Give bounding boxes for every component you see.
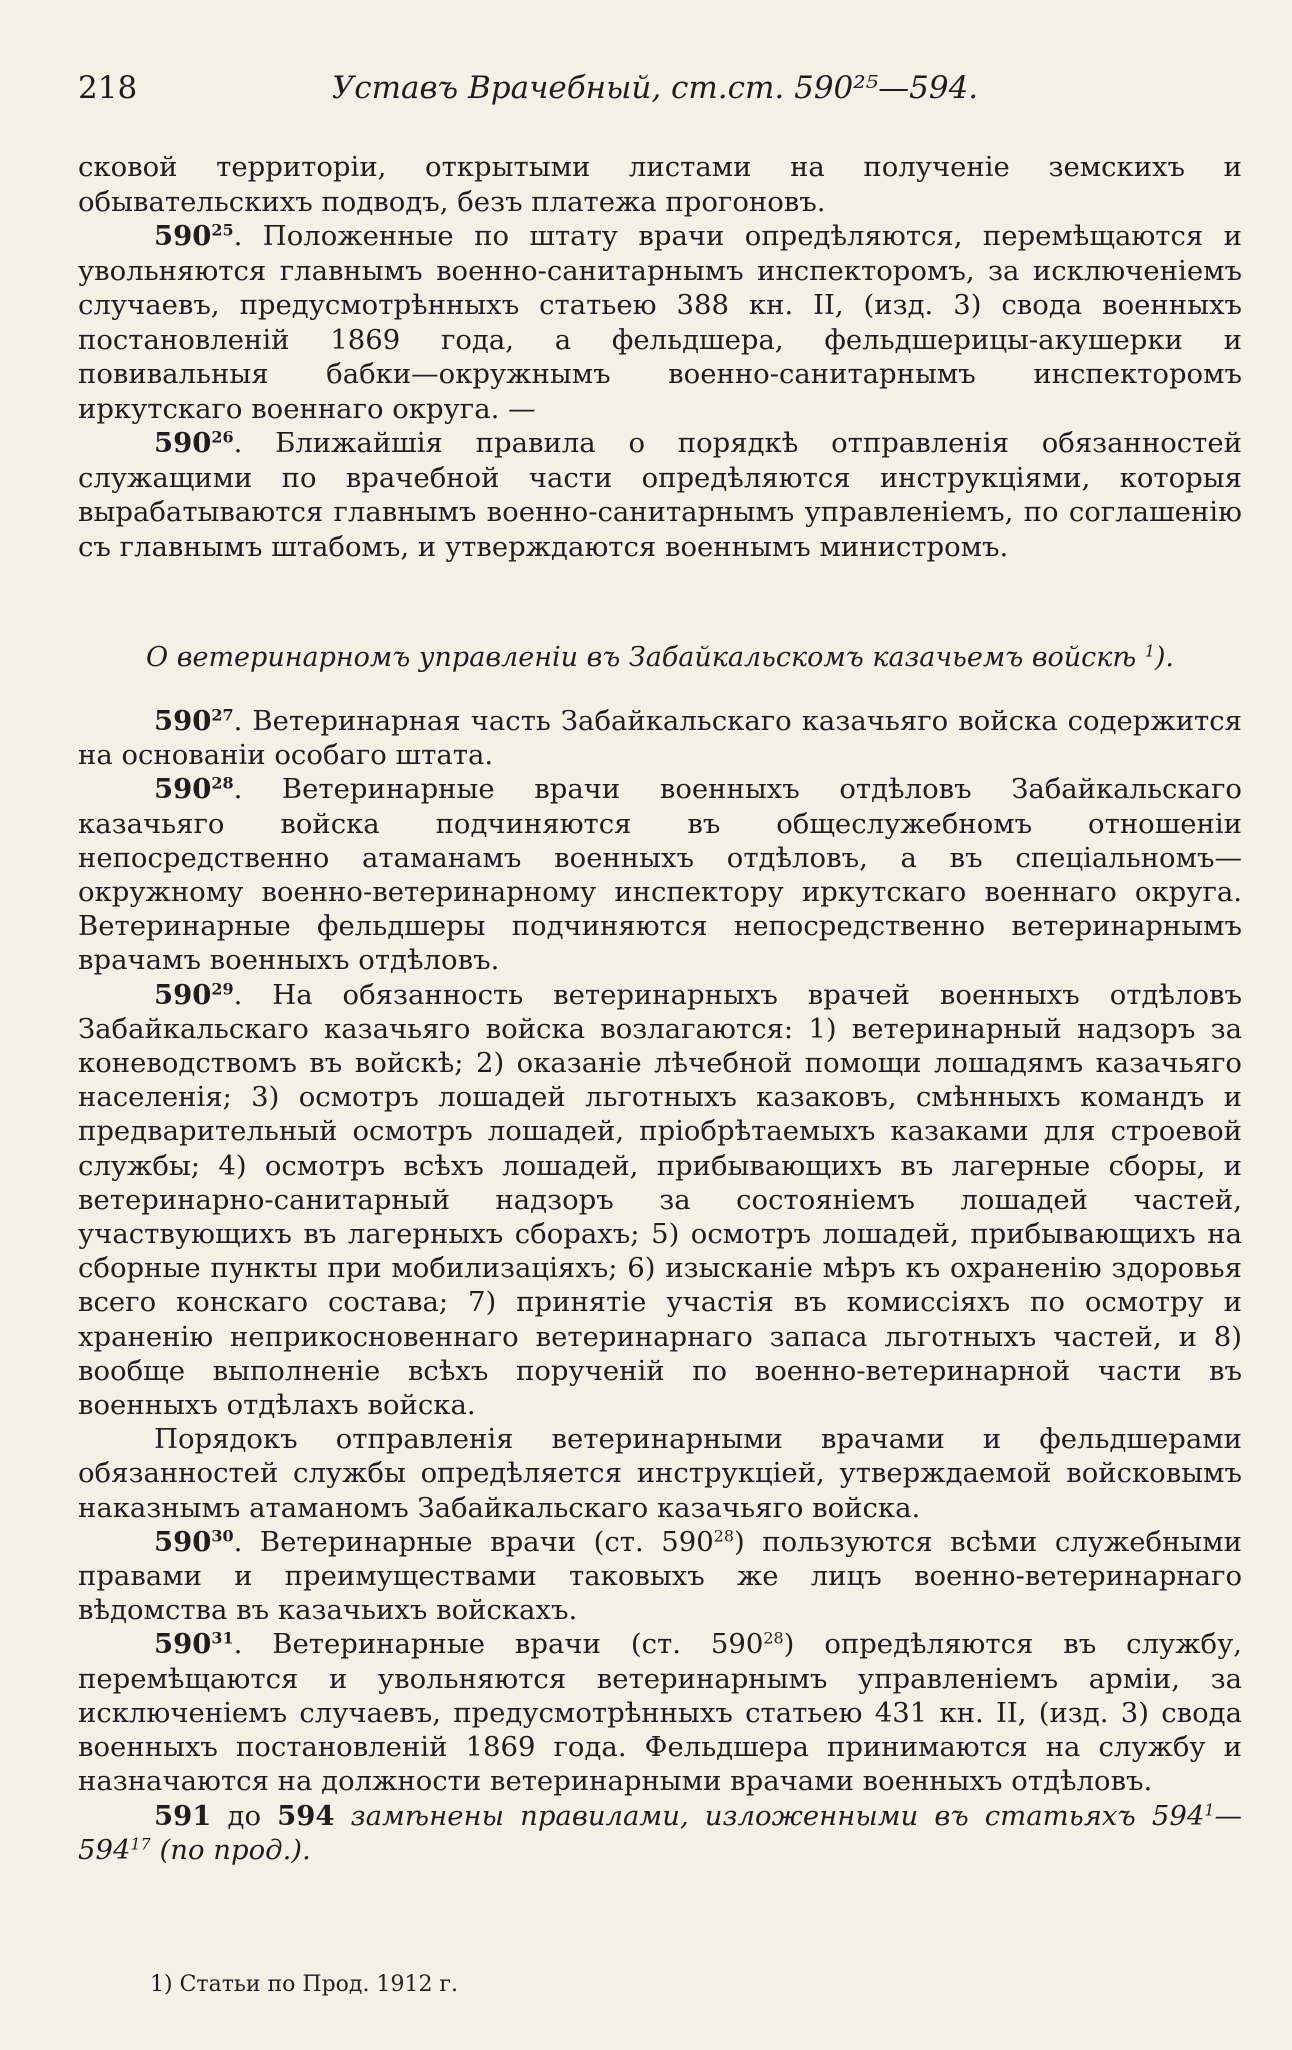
article-superscript: 26 xyxy=(211,427,234,447)
article-number: 590 xyxy=(154,1525,212,1558)
article-text: . Положенные по штату врачи опредѣляются, перемѣщаются и увольняются главнымъ военно-санитарнымъ инспекторомъ, за исключеніемъ случаевъ, предусмотрѣнныхъ статьею 388 кн. II, (изд. 3) свода военныхъ постановленій 1869 года, а фельдшера, фельдшерицы-акушерки и повивальныя бабки—окружнымъ военно-санитарнымъ инспекторомъ иркутскаго военнаго округа. — xyxy=(78,220,1242,425)
article-590-27 xyxy=(78,704,1242,772)
article-590-26 xyxy=(78,426,1242,564)
article-590-30 xyxy=(78,1525,1242,1628)
section-veterinary xyxy=(78,704,1242,1867)
footnote-ref: 1 xyxy=(1144,641,1155,661)
article-590-28 xyxy=(78,772,1242,977)
replacement-note: замѣнены правилами, изложенными въ статьяхъ 594 xyxy=(350,1799,1205,1832)
section-heading-close: ). xyxy=(1154,642,1174,673)
page-number: 218 xyxy=(78,70,138,106)
article-superscript: 25 xyxy=(211,220,234,240)
article-591-594 xyxy=(78,1799,1242,1867)
article-text: . Ветеринарные врачи (ст. 590 xyxy=(233,1525,714,1558)
page-header xyxy=(78,70,1232,114)
article-text: . Ветеринарные врачи (ст. 590 xyxy=(233,1628,764,1661)
range-word: до xyxy=(227,1799,262,1832)
section-medical xyxy=(78,150,1242,564)
section-heading xyxy=(78,642,1242,673)
article-590-25 xyxy=(78,219,1242,426)
section-heading-text: О ветеринарномъ управленіи въ Забайкальскомъ казачьемъ войскѣ xyxy=(146,642,1137,673)
article-superscript: 27 xyxy=(211,705,234,725)
running-title: Уставъ Врачебный, ст.ст. 590²⁵—594. xyxy=(331,70,979,106)
continuation-note: (по прод.). xyxy=(159,1833,311,1866)
article-number: 590 xyxy=(154,705,212,737)
range-start-superscript: 1 xyxy=(1204,1799,1215,1819)
article-text: . На обязанность ветеринарныхъ врачей военныхъ отдѣловъ Забайкальскаго казачьяго войска возлагаются: 1) ветеринарный надзоръ за коневодствомъ въ войскѣ; 2) оказаніе лѣчебной помощи лошадямъ казачьяго населенія; 3) осмотръ лошадей льготныхъ казаковъ, смѣнныхъ командъ и предварительный осмотръ лошадей, пріобрѣтаемыхъ казаками для строевой службы; 4) осмотръ всѣхъ лошадей, прибывающихъ въ лагерные сборы, и ветеринарно-санитарный надзоръ за состояніемъ лошадей частей, участвующихъ въ лагерныхъ сборахъ; 5) осмотръ лошадей, прибывающихъ на сборные пункты при мобилизаціяхъ; 6) изысканіе мѣръ къ охраненію здоровья всего конскаго состава; 7) принятіе участія въ комиссіяхъ по осмотру и храненію неприкосновеннаго ветеринарнаго запаса льготныхъ частей, и 8) вообще выполненіе всѣхъ порученій по военно-ветеринарной части въ военныхъ отдѣлахъ войска. xyxy=(78,978,1242,1422)
article-number-from: 591 xyxy=(154,1799,212,1832)
article-590-29 xyxy=(78,978,1242,1423)
article-number-to: 594 xyxy=(277,1799,335,1832)
reference-superscript: 28 xyxy=(713,1526,734,1546)
article-text-continued: ) опредѣляются въ службу, перемѣщаются и увольняются ветеринарнымъ управленіемъ арміи, за исключеніемъ случаевъ, предусмотрѣнныхъ статьею 431 кн. II, (изд. 3) свода военныхъ постановленій 1869 года. Фельдшера принимаются на службу и назначаются на должности ветеринарными врачами военныхъ отдѣловъ. xyxy=(78,1628,1243,1798)
article-number: 590 xyxy=(154,978,212,1011)
reference-superscript: 28 xyxy=(763,1628,784,1648)
article-superscript: 29 xyxy=(211,979,234,999)
article-590-31 xyxy=(78,1627,1242,1798)
footnote xyxy=(150,1972,458,1997)
range-end-superscript: 17 xyxy=(130,1834,151,1854)
article-text: . Ветеринарные врачи военныхъ отдѣловъ Забайкальскаго казачьяго войска подчиняются въ общеслужебномъ отношеніи непосредственно атаманамъ военныхъ отдѣловъ, а въ спеціальномъ—окружному военно-ветеринарному инспектору иркутскаго военнаго округа. Ветеринарные фельдшеры подчиняются непосредственно ветеринарнымъ врачамъ военныхъ отдѣловъ. xyxy=(78,773,1242,977)
article-text: . Ближайшія правила о порядкѣ отправленія обязанностей служащими по врачебной части опредѣляются инструкціями, которыя вырабатываются главнымъ военно-санитарнымъ управленіемъ, по соглашенію съ главнымъ штабомъ, и утверждаются военнымъ министромъ. xyxy=(78,427,1242,563)
paragraph-continuation: сковой территоріи, открытыми листами на полученіе земскихъ и обывательскихъ подводъ, безъ платежа прогоновъ. xyxy=(78,151,1242,218)
article-number: 590 xyxy=(154,773,212,806)
article-number: 590 xyxy=(154,427,212,459)
article-superscript: 31 xyxy=(211,1628,234,1648)
article-text-continued: ) пользуются всѣми служебными правами и преимуществами таковыхъ же лицъ военно-ветеринарнаго вѣдомства въ казачьихъ войскахъ. xyxy=(78,1525,1243,1627)
article-590-29-paragraph-2: Порядокъ отправленія ветеринарными врачами и фельдшерами обязанностей службы опредѣляется инструкціей, утверждаемой войсковымъ наказнымъ атаманомъ Забайкальскаго казачьяго войска. xyxy=(78,1423,1242,1524)
article-number: 590 xyxy=(154,1628,212,1661)
article-number: 590 xyxy=(154,220,212,252)
article-superscript: 30 xyxy=(211,1526,234,1546)
article-superscript: 28 xyxy=(211,773,234,793)
range-end: —594 xyxy=(78,1799,1242,1866)
footnote-mark: 1 xyxy=(150,1972,164,1997)
article-text: . Ветеринарная часть Забайкальскаго казачьяго войска содержится на основаніи особаго штата. xyxy=(78,705,1242,772)
footnote-text: ) Статьи по Прод. 1912 г. xyxy=(164,1972,458,1997)
